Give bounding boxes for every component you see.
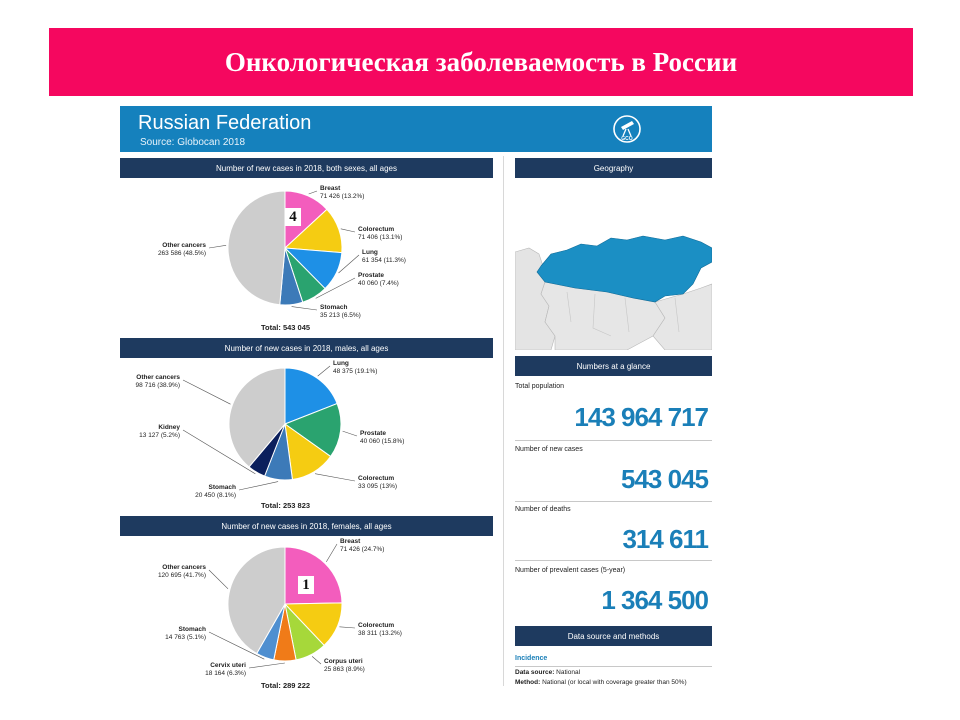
marker-both-sexes: 4 bbox=[285, 208, 301, 226]
country-name: Russian Federation bbox=[138, 112, 312, 134]
slice-value-other-cancers: 120 695 (41.7%) bbox=[157, 572, 206, 579]
geography-map bbox=[515, 232, 712, 350]
glance-title: Numbers at a glance bbox=[576, 361, 651, 371]
slice-value-colorectum: 38 311 (13.2%) bbox=[358, 630, 402, 637]
slice-name-cervix-uteri: Cervix uteri bbox=[210, 662, 246, 669]
slice-name-other-cancers: Other cancers bbox=[162, 564, 206, 571]
incidence-source-value: National bbox=[554, 669, 581, 676]
slice-name-colorectum: Colorectum bbox=[358, 622, 395, 629]
pie-slice-other-cancers bbox=[228, 191, 285, 305]
leader-line bbox=[209, 570, 228, 589]
slice-name-stomach: Stomach bbox=[320, 304, 348, 311]
leader-line bbox=[339, 627, 355, 628]
chart3-title: Number of new cases in 2018, females, all ages bbox=[221, 521, 392, 531]
slice-name-corpus-uteri: Corpus uteri bbox=[324, 658, 363, 665]
slice-name-colorectum: Colorectum bbox=[358, 226, 395, 233]
chart2-total: Total: 253 823 bbox=[261, 501, 311, 510]
geography-title: Geography bbox=[593, 163, 634, 173]
incidence-source-key: Data source: bbox=[515, 669, 555, 676]
column-divider bbox=[503, 156, 504, 686]
slice-name-other-cancers: Other cancers bbox=[136, 374, 180, 381]
stat-label-population: Total population bbox=[515, 383, 565, 390]
leader-line bbox=[249, 663, 285, 668]
slice-value-corpus-uteri: 25 863 (8.9%) bbox=[324, 666, 365, 673]
stat-label-deaths: Number of deaths bbox=[515, 506, 571, 513]
globocan-factsheet bbox=[118, 104, 714, 694]
gco-logo-icon bbox=[612, 114, 642, 144]
leader-line bbox=[315, 474, 355, 481]
incidence-divider bbox=[515, 666, 712, 667]
slice-value-other-cancers: 263 586 (48.5%) bbox=[157, 250, 206, 257]
slice-name-kidney: Kidney bbox=[158, 424, 180, 431]
incidence-source bbox=[515, 669, 580, 676]
slice-value-kidney: 13 127 (5.2%) bbox=[139, 432, 180, 439]
geography-title-bar bbox=[515, 158, 712, 178]
stat-value-new-cases: 543 045 bbox=[621, 464, 708, 494]
slice-value-breast: 71 426 (24.7%) bbox=[340, 546, 385, 553]
slice-name-stomach: Stomach bbox=[208, 484, 236, 491]
slide-title: Онкологическая заболеваемость в России bbox=[224, 46, 738, 77]
leader-line bbox=[326, 544, 337, 562]
leader-line bbox=[341, 229, 355, 232]
slice-name-breast: Breast bbox=[340, 538, 361, 545]
slice-value-lung: 48 375 (19.1%) bbox=[333, 368, 378, 375]
pie-chart-both-sexes bbox=[118, 178, 498, 328]
slice-name-prostate: Prostate bbox=[360, 430, 387, 437]
incidence-method-key: Method: bbox=[515, 679, 541, 686]
chart3-total: Total: 289 222 bbox=[261, 681, 311, 690]
slice-value-breast: 71 426 (13.2%) bbox=[320, 193, 365, 200]
slice-value-prostate: 40 060 (15.8%) bbox=[360, 438, 405, 445]
gco-logo-text: GCO bbox=[621, 136, 633, 142]
leader-line bbox=[309, 191, 317, 194]
chart1-title: Number of new cases in 2018, both sexes, all ages bbox=[216, 163, 397, 173]
source-line: Source: Globocan 2018 bbox=[140, 137, 246, 148]
incidence-method bbox=[515, 679, 687, 686]
chart3-title-bar bbox=[120, 516, 493, 536]
leader-line bbox=[312, 656, 321, 664]
stat-divider bbox=[515, 560, 712, 561]
slice-name-breast: Breast bbox=[320, 185, 341, 192]
country-banner bbox=[120, 106, 712, 152]
slice-name-prostate: Prostate bbox=[358, 272, 385, 279]
leader-line bbox=[343, 431, 357, 436]
slice-value-cervix-uteri: 18 164 (6.3%) bbox=[205, 670, 246, 677]
pie-chart-females bbox=[118, 536, 498, 684]
slice-value-stomach: 14 763 (5.1%) bbox=[165, 634, 206, 641]
slice-value-stomach: 20 450 (8.1%) bbox=[195, 492, 236, 499]
leader-line bbox=[209, 245, 226, 248]
incidence-method-value: National (or local with coverage greater than 50%) bbox=[540, 679, 687, 686]
leader-line bbox=[318, 366, 330, 376]
slice-value-prostate: 40 060 (7.4%) bbox=[358, 280, 399, 287]
slice-name-other-cancers: Other cancers bbox=[162, 242, 206, 249]
stat-divider bbox=[515, 440, 712, 441]
slice-value-lung: 61 354 (11.3%) bbox=[362, 257, 406, 264]
slice-value-other-cancers: 98 716 (38.9%) bbox=[135, 382, 180, 389]
slice-value-stomach: 35 213 (6.5%) bbox=[320, 312, 361, 319]
stat-value-deaths: 314 611 bbox=[622, 524, 708, 554]
leader-line bbox=[239, 482, 278, 490]
leader-line bbox=[292, 307, 317, 310]
stat-value-prevalent: 1 364 500 bbox=[601, 585, 708, 615]
slice-name-lung: Lung bbox=[333, 360, 349, 367]
slice-value-colorectum: 71 406 (13.1%) bbox=[358, 234, 403, 241]
glance-title-bar bbox=[515, 356, 712, 376]
slice-value-colorectum: 33 095 (13%) bbox=[358, 483, 398, 490]
incidence-title: Incidence bbox=[515, 655, 548, 662]
chart1-total: Total: 543 045 bbox=[261, 323, 311, 332]
slide-title-banner bbox=[49, 28, 913, 96]
slice-name-stomach: Stomach bbox=[178, 626, 206, 633]
stat-value-population: 143 964 717 bbox=[574, 402, 708, 432]
pie-chart-males bbox=[118, 358, 498, 503]
chart2-title: Number of new cases in 2018, males, all ages bbox=[224, 343, 389, 353]
methods-title: Data source and methods bbox=[567, 631, 660, 641]
chart2-title-bar bbox=[120, 338, 493, 358]
stat-label-prevalent: Number of prevalent cases (5-year) bbox=[515, 567, 626, 574]
marker-females: 1 bbox=[298, 576, 314, 594]
stat-label-new-cases: Number of new cases bbox=[515, 446, 583, 453]
methods-title-bar bbox=[515, 626, 712, 646]
chart1-title-bar bbox=[120, 158, 493, 178]
slice-name-colorectum: Colorectum bbox=[358, 475, 395, 482]
leader-line bbox=[183, 380, 231, 404]
stat-divider bbox=[515, 501, 712, 502]
slice-name-lung: Lung bbox=[362, 249, 378, 256]
